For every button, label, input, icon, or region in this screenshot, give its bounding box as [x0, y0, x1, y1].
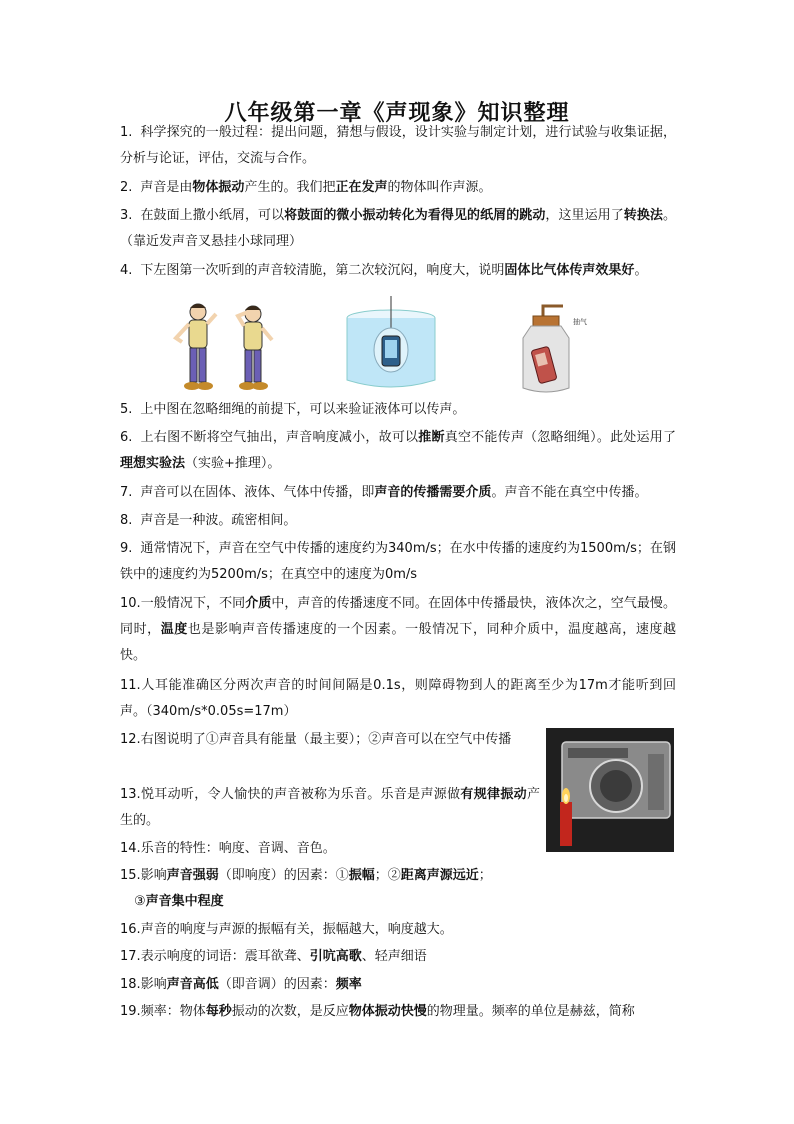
list-item: 12.右图说明了①声音具有能量（最主要）；②声音可以在空气中传播	[120, 732, 512, 747]
list-item: 9. 通常情况下，声音在空气中传播的速度约为340m/s；在水中传播的速度约为1500m/s；在钢铁中的速度约为5200m/s；在真空中的速度为0m/s	[120, 541, 676, 582]
two-men-listening-illustration	[168, 298, 288, 393]
list-item-continuation: ③声音集中程度	[134, 894, 224, 909]
list-item: 19.频率：物体每秒振动的次数，是反应物体振动快慢的物理量。频率的单位是赫兹，简称	[120, 1004, 635, 1019]
list-item: 5. 上中图在忽略细绳的前提下，可以来验证液体可以传声。	[120, 402, 466, 417]
list-item: 14.乐音的特性：响度、音调、音色。	[120, 841, 336, 856]
list-item: 15.影响声音强弱（即响度）的因素：①振幅；②距离声源远近；	[120, 868, 492, 883]
list-item: 11.人耳能准确区分两次声音的时间间隔是0.1s，则障碍物到人的距离至少为17m才能听到回声。（340m/s*0.05s=17m）	[120, 678, 676, 719]
radio-and-candle-photo	[546, 728, 674, 852]
phone-in-water-illustration	[340, 296, 442, 394]
list-item: 13.悦耳动听，令人愉快的声音被称为乐音。乐音是声源做有规律振动产生的。	[120, 787, 540, 828]
list-item: 7. 声音可以在固体、液体、气体中传播，即声音的传播需要介质。声音不能在真空中传播。	[120, 485, 648, 500]
list-item: 18.影响声音高低（即音调）的因素：频率	[120, 977, 362, 992]
list-item: 8. 声音是一种波。疏密相间。	[120, 513, 297, 528]
list-item: 2. 声音是由物体振动产生的。我们把正在发声的物体叫作声源。	[120, 180, 492, 195]
list-item: 16.声音的响度与声源的振幅有关，振幅越大，响度越大。	[120, 922, 453, 937]
bell-jar-label: 抽气	[573, 318, 587, 326]
page-title: 八年级第一章《声现象》知识整理	[224, 101, 570, 126]
list-item: 17.表示响度的词语：震耳欲聋、引吭高歌、轻声细语	[120, 949, 427, 964]
phone-in-bell-jar-illustration	[505, 298, 589, 396]
list-item: 4. 下左图第一次听到的声音较清脆，第二次较沉闷，响度大，说明固体比气体传声效果好。	[120, 263, 648, 278]
list-item: 6. 上右图不断将空气抽出，声音响度减小，故可以推断真空不能传声（忽略细绳）。此处运用了理想实验法（实验+推理）。	[120, 430, 676, 471]
list-item: 3. 在鼓面上撒小纸屑，可以将鼓面的微小振动转化为看得见的纸屑的跳动，这里运用了转换法。（靠近发声音叉悬挂小球同理）	[120, 208, 676, 249]
list-item: 10.一般情况下，不同介质中，声音的传播速度不同。在固体中传播最快，液体次之，空气最慢。同时，温度也是影响声音传播速度的一个因素。一般情况下，同种介质中，温度越高，速度越快。	[120, 596, 676, 663]
list-item: 1. 科学探究的一般过程：提出问题，猜想与假设，设计实验与制定计划，进行试验与收集证据，分析与论证，评估，交流与合作。	[120, 125, 676, 166]
